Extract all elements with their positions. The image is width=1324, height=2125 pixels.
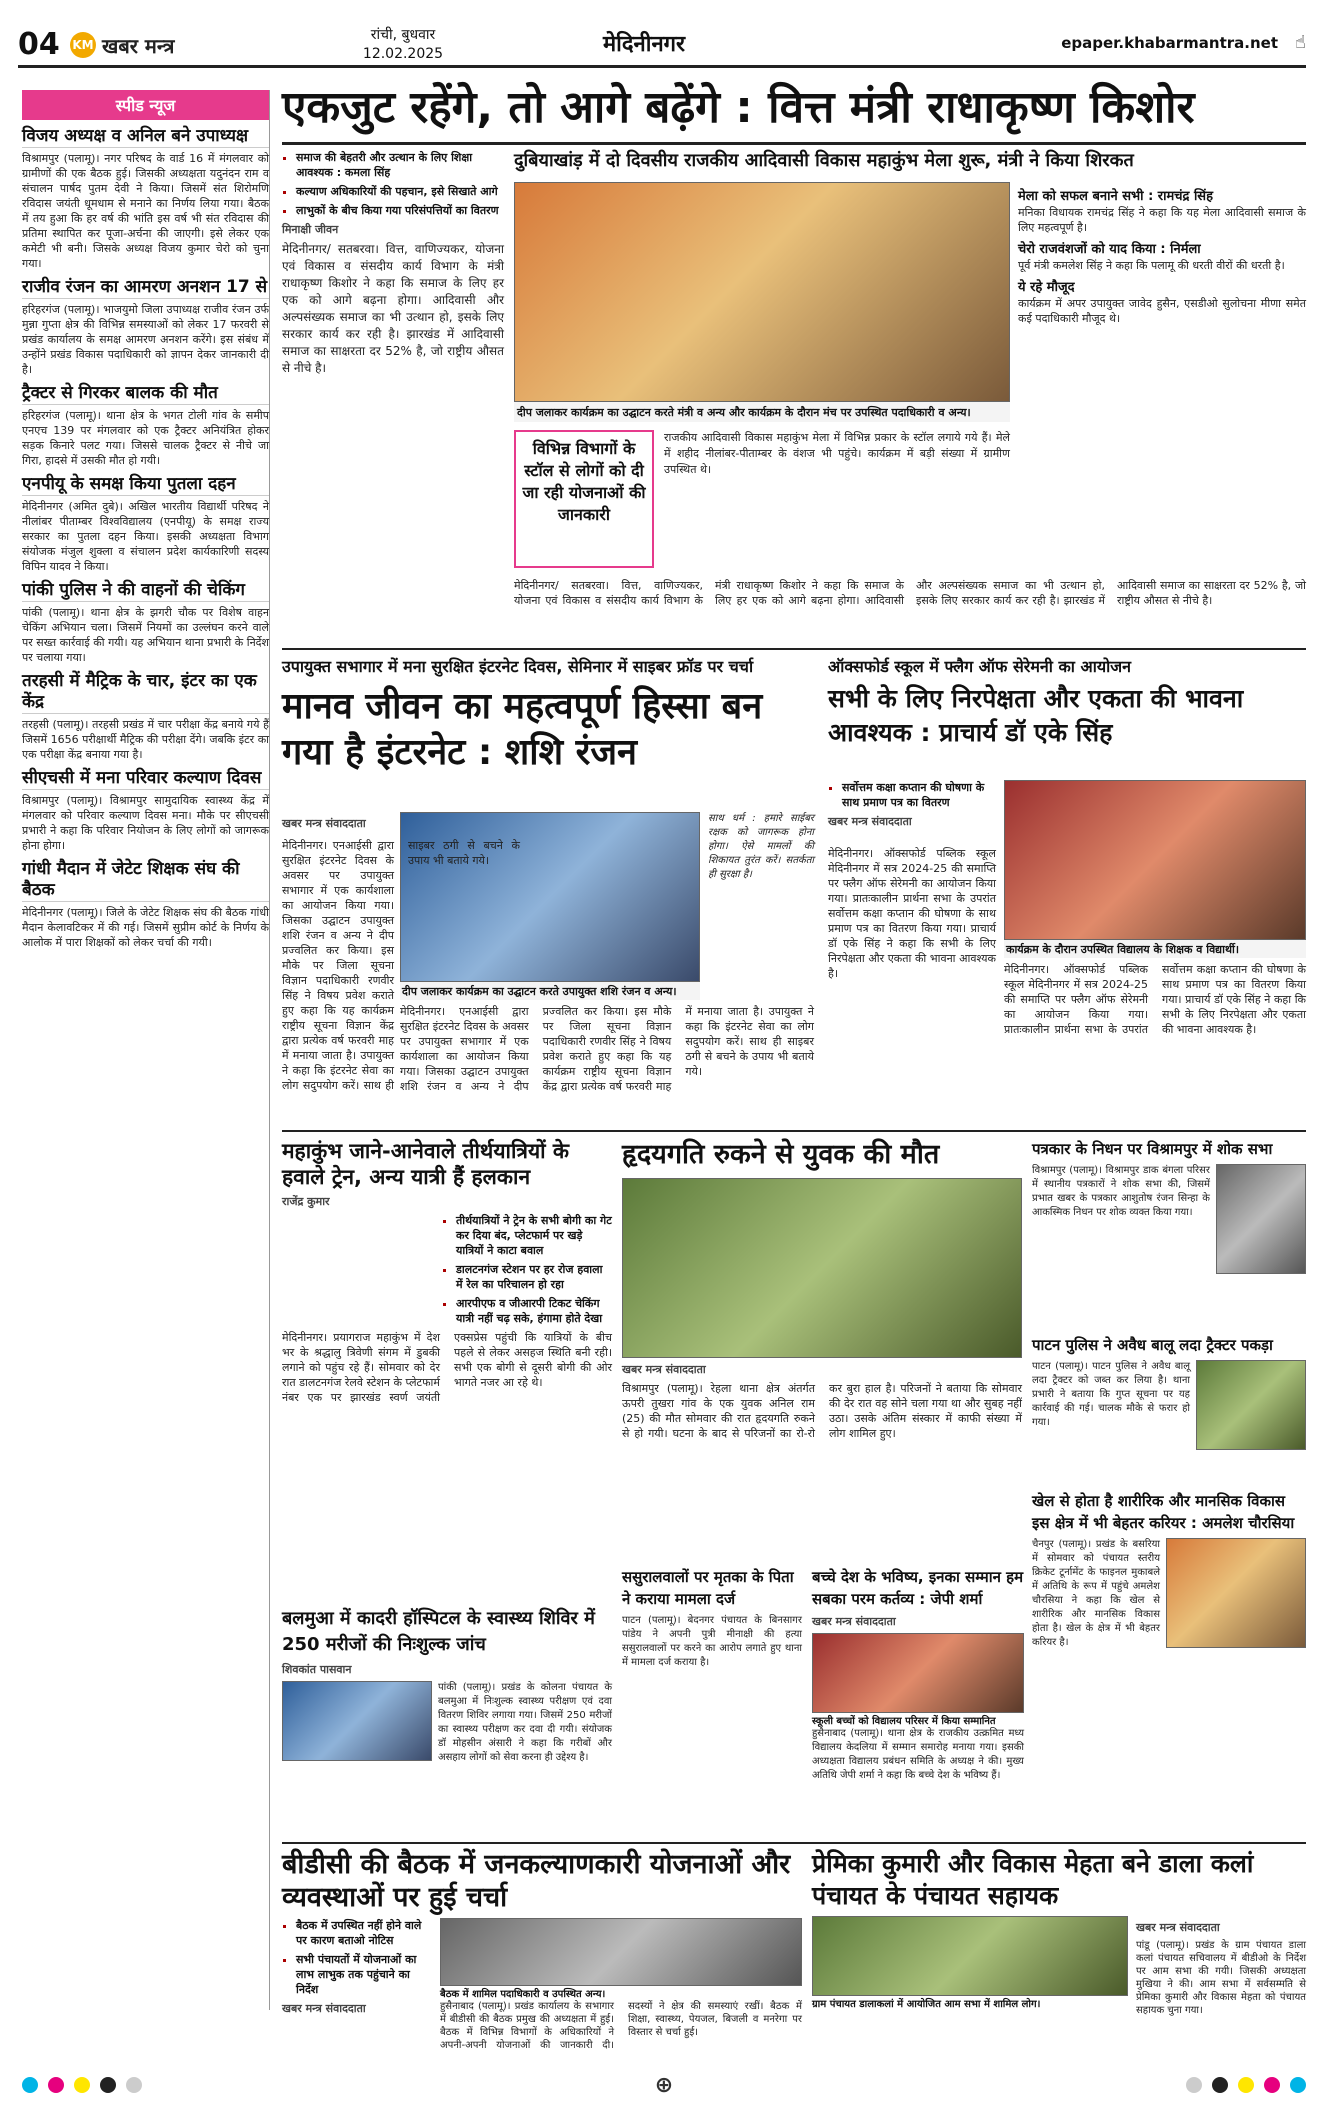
color-dots-left (22, 2077, 142, 2093)
section-city: मेदिनीनगर (603, 32, 686, 57)
section-rule-1 (282, 648, 1306, 650)
bullet-item: ▪ समाज की बेहतरी और उत्थान के लिए शिक्षा आवश्यक : कमला सिंह (296, 150, 504, 180)
color-dots-right (1186, 2077, 1306, 2093)
lead-photo (514, 182, 1010, 402)
mahakumbh-story (282, 1138, 612, 1598)
kids-body: हुसैनाबाद (पलामू)। थाना क्षेत्र के राजकीय उत्क्रमित मध्य विद्यालय केदलिया में सम्मान समारोह मनाया गया। इसकी अध्यक्षता विद्यालय प्रबंधन समिति के अध्यक्ष ने की। मुख्य अतिथि जेपी शर्मा ने कहा कि बच्चे देश के भविष्य हैं। (812, 1728, 1024, 1781)
crosshair-icon: ⊕ (654, 2072, 674, 2098)
side-note-body: पूर्व मंत्री कमलेश सिंह ने कहा कि पलामू की धरती वीरों की धरती है। (1018, 259, 1285, 272)
section-rule-3 (282, 1842, 1306, 1844)
health-byline: शिवकांत पासवान (282, 1663, 352, 1676)
lead-subhead: दुबियाखांड़ में दो दिवसीय राजकीय आदिवासी विकास महाकुंभ मेला शुरू, मंत्री ने किया शिरकत (514, 150, 1134, 171)
panchayat-headline: प्रेमिका कुमारी और विकास मेहता बने डाला कलां पंचायत के पंचायत सहायक (812, 1849, 1254, 1910)
dowry-story (622, 1566, 802, 1836)
death-story (1032, 1138, 1306, 1328)
dowry-body: पाटन (पलामू)। बेदनगर पंचायत के बिनसागर पांडेय ने अपनी पुत्री मीनाक्षी की हत्या ससुरालवालों पर करने का आरोप लगाते हुए थाना में मामला दर्ज कराया है। (622, 1615, 802, 1668)
side-note-body: मनिका विधायक रामचंद्र सिंह ने कहा कि यह मेला आदिवासी समाज के लिए महत्वपूर्ण है। (1018, 206, 1306, 234)
kids-headline: बच्चे देश के भविष्य, इनका सम्मान हम सबका परम कर्तव्य : जेपी शर्मा (812, 1568, 1024, 1608)
masthead (18, 24, 1306, 68)
oxford-body-col1: मेदिनीनगर। ऑक्सफोर्ड पब्लिक स्कूल मेदिनीनगर में सत्र 2024-25 की समाप्ति पर फ्लैग ऑफ सेरेमनी का आयोजन किया गया। प्रातःकालीन प्रार्थना सभा के उपरांत सर्वोत्तम कक्षा कप्तान की घोषणा के साथ प्रमाण पत्र का वितरण किया गया। प्राचार्य डॉ एके सिंह ने कहा कि सभी के लिए निरपेक्षता और एकता की भावना आवश्यक है। (828, 847, 996, 980)
brief-headline: एनपीयू के समक्ष किया पुतला दहन (22, 474, 269, 496)
paper-name: खबर मन्त्र (102, 33, 175, 58)
panchayat-story: प्रेमिका कुमारी और विकास मेहता बने डाला कलां पंचायत के पंचायत सहायक ग्राम पंचायत डालाकलां में आयोजित आम सभा में शामिल लोग। खबर मन्त्र संवाददाता पांडू (पलामू)। प्रखंड के ग्राम पंचायत डाला कलां पंचायत सचिवालय में बीडीओ के निर्देश पर आम सभा की गयी। जिसकी अध्यक्षता मुखिया ने की। आम सभा में सर्वसम्मति से प्रेमिका कुमारी और विकास मेहता को पंचायत सहायक चुना गया। (812, 1849, 1306, 2016)
brief-headline: पांकी पुलिस ने की वाहनों की चेकिंग (22, 580, 269, 602)
side-note-body: कार्यक्रम में अपर उपायुक्त जावेद हुसैन, एसडीओ सुलोचना मीणा समेत कई पदाधिकारी मौजूद थे। (1018, 297, 1306, 325)
epaper-link[interactable]: epaper.khabarmantra.net (1061, 34, 1278, 52)
oxford-photo (1004, 780, 1306, 940)
bullet-item: ▪ डालटनगंज स्टेशन पर हर रोज हवाला में रेल का परिचालन हो रहा (456, 1262, 612, 1292)
heart-byline: खबर मन्त्र संवाददाता (622, 1363, 706, 1376)
sand-headline: पाटन पुलिस ने अवैध बालू लदा ट्रैक्टर पकड़ा (1032, 1336, 1273, 1354)
bdc-bullets (282, 1918, 432, 1997)
oxford-headline: सभी के लिए निरपेक्षता और एकता की भावना आवश्यक : प्राचार्य डॉ एके सिंह (828, 684, 1244, 747)
lead-callout-box: विभिन्न विभागों के स्टॉल से लोगों को दी जा रही योजनाओं की जानकारी (514, 430, 654, 568)
internet-headline: मानव जीवन का महत्वपूर्ण हिस्सा बन गया है इंटरनेट : शशि रंजन (282, 686, 763, 773)
brief-body: पांकी (पलामू)। थाना क्षेत्र के झगरी चौक पर विशेष वाहन चेकिंग अभियान चला। जिसमें नियमों का उल्लंघन करने वाले पर सख्त कार्रवाई की गयी। यह अभियान थाना प्रभारी के निर्देश पर चलाया गया। (22, 606, 269, 664)
speed-news-rubric: स्पीड न्यूज (22, 90, 269, 120)
oxford-kicker: ऑक्सफोर्ड स्कूल में फ्लैग ऑफ सेरेमनी का आयोजन (828, 657, 1132, 676)
bullet-item: ▪ लाभुकों के बीच किया गया परिसंपत्तियों का वितरण (296, 203, 504, 218)
panchayat-body: पांडू (पलामू)। प्रखंड के ग्राम पंचायत डाला कलां पंचायत सचिवालय में बीडीओ के निर्देश पर आम सभा की गयी। जिसकी अध्यक्षता मुखिया ने की। आम सभा में सर्वसम्मति से प्रेमिका कुमारी और विकास मेहता को पंचायत सहायक चुना गया। (1136, 1940, 1306, 2016)
health-body: पांकी (पलामू)। प्रखंड के कोलना पंचायत के बलमुआ में निःशुल्क स्वास्थ्य परीक्षण एवं दवा वितरण शिविर लगाया गया। जिसमें 250 मरीजों का स्वास्थ्य परीक्षण कर दवा दी गयी। संयोजक डॉ मोहसीन अंसारी ने कहा कि गरीबों और असहाय लोगों को सेवा करना ही उद्देश्य है। (438, 1682, 612, 1763)
section-rule-2 (282, 1130, 1306, 1132)
bdc-photo-caption: बैठक में शामिल पदाधिकारी व उपस्थित अन्य। (440, 1989, 606, 2000)
side-note-kicker: चेरो राजवंशजों को याद किया : निर्मला (1018, 242, 1201, 257)
brief-body: हरिहरगंज (पलामू)। थाना क्षेत्र के भगत टोली गांव के समीप एनएच 139 पर मंगलवार को एक ट्रैक्टर अनियंत्रित होकर सड़क किनारे पलट गया। जिससे चालक ट्रैक्टर से नीचे जा गिरा, हादसे में उसकी मौत हो गयी। (22, 409, 269, 467)
bullet-item: ▪ सभी पंचायतों में योजनाओं का लाभ लाभुक तक पहुंचाने का निर्देश (296, 1952, 432, 1997)
internet-kicker: उपायुक्त सभागार में मना सुरक्षित इंटरनेट दिवस, सेमिनार में साइबर फ्रॉड पर चर्चा (282, 657, 754, 676)
brief-headline: गांधी मैदान में जेटेट शिक्षक संघ की बैठक (22, 859, 269, 902)
lead-body: मेदिनीनगर/ सतबरवा। वित्त, वाणिज्यकर, योजना एवं विकास व संसदीय कार्य विभाग के मंत्री राधाकृष्ण किशोर ने कहा कि समाज के लिए हर एक को आगे बढ़ना होगा। आदिवासी और अल्पसंख्यक समाज का भी उत्थान हो, इसके लिए सरकार कार्य कर रही है। झारखंड में आदिवासी समाज का साक्षरता दर 52% है, जो राष्ट्रीय औसत से नीचे है। (282, 242, 504, 375)
panchayat-photo (812, 1916, 1128, 1996)
bdc-story: बीडीसी की बैठक में जनकल्याणकारी योजनाओं और व्यवस्थाओं पर हुई चर्चा ▪ बैठक में उपस्थित नहीं होने वाले पर कारण बताओ नोटिस ▪ सभी पंचायतों में योजनाओं का लाभ लाभुक तक पहुंचाने का निर्देश खबर मन्त्र संवाददाता बैठक में शामिल पदाधिकारी व उपस्थित अन्य। हुसैनाबाद (पलामू)। प्रखंड कार्यालय के सभागार में बीडीसी की बैठक प्रमुख की अध्यक्षता में हुई। बैठक में विभिन्न विभागों के अधिकारियों ने अपनी-अपनी योजनाओं की जानकारी दी। सदस्यों ने क्षेत्र की समस्याएं रखीं। बैठक में शिक्षा, स्वास्थ्य, पेयजल, बिजली व मनरेगा पर विस्तार से चर्चा हुई। (282, 1848, 802, 2060)
dowry-headline: ससुरालवालों पर मृतका के पिता ने कराया मामला दर्ज (622, 1568, 794, 1608)
kids-story (812, 1566, 1024, 1836)
internet-body: मेदिनीनगर। एनआईसी द्वारा सुरक्षित इंटरनेट दिवस के अवसर पर उपायुक्त सभागार में एक कार्यशाला का आयोजन किया गया। जिसका उद्घाटन उपायुक्त शशि रंजन व अन्य ने दीप प्रज्वलित कर किया। इस मौके पर जिला सूचना विज्ञान पदाधिकारी रणवीर सिंह ने विषय प्रवेश कराते हुए कहा कि यह कार्यक्रम राष्ट्रीय सूचना विज्ञान केंद्र द्वारा प्रत्येक वर्ष फरवरी माह में मनाया जाता है। उपायुक्त ने कहा कि इंटरनेट सेवा का लोग सदुपयोग करें। साथ ही साइबर ठगी से बचने के उपाय भी बताये गये। (400, 1005, 814, 1093)
mahakumbh-headline: महाकुंभ जाने-आनेवाले तीर्थयात्रियों के हवाले ट्रेन, अन्य यात्री हैं हलकान (282, 1139, 570, 1189)
lead-byline: मिनाक्षी जीवन (282, 223, 339, 236)
page-number: 04 (18, 27, 60, 62)
brief-headline: विजय अध्यक्ष व अनिल बने उपाध्यक्ष (22, 126, 269, 148)
paper-logo[interactable] (70, 30, 280, 60)
heart-headline: हृदयगति रुकने से युवक की मौत (622, 1139, 940, 1170)
side-note-kicker: ये रहे मौजूद (1018, 280, 1075, 295)
bullet-item: ▪ बैठक में उपस्थित नहीं होने वाले पर कारण बताओ नोटिस (296, 1918, 432, 1948)
brief-headline: सीएचसी में मना परिवार कल्याण दिवस (22, 768, 269, 790)
lead-photo-caption: दीप जलाकर कार्यक्रम का उद्घाटन करते मंत्री व अन्य और कार्यक्रम के दौरान मंच पर उपस्थित पदाधिकारी व अन्य। (514, 402, 1010, 422)
internet-body-col1: मेदिनीनगर। एनआईसी द्वारा सुरक्षित इंटरनेट दिवस के अवसर पर उपायुक्त सभागार में एक कार्यशाला का आयोजन किया गया। जिसका उद्घाटन उपायुक्त शशि रंजन व अन्य ने दीप प्रज्वलित कर किया। इस मौके पर जिला सूचना विज्ञान पदाधिकारी रणवीर सिंह ने विषय प्रवेश कराते हुए कहा कि यह कार्यक्रम राष्ट्रीय सूचना विज्ञान केंद्र द्वारा प्रत्येक वर्ष फरवरी माह में मनाया जाता है। उपायुक्त ने कहा कि इंटरनेट सेवा का लोग सदुपयोग करें। साथ ही (282, 839, 394, 1092)
sports-story (1032, 1490, 1306, 1780)
dateline: रांची, बुधवार 12.02.2025 (362, 27, 444, 62)
internet-photo-caption: दीप जलाकर कार्यक्रम का उद्घाटन करते उपायुक्त शशि रंजन व अन्य। (400, 982, 700, 1000)
kids-byline: खबर मन्त्र संवाददाता (812, 1615, 896, 1628)
health-photo (282, 1681, 432, 1761)
internet-byline: खबर मन्त्र संवाददाता (282, 817, 366, 830)
internet-quote: साथ धर्म : हमारे साईबर रक्षक को जागरूक होना होगा। ऐसे मामलों की शिकायत तुरंत करें। सतर्कता ही सुरक्षा है। (708, 813, 814, 880)
heart-story (622, 1138, 1022, 1558)
magenta-dot (48, 2077, 64, 2093)
sports-photo (1166, 1538, 1306, 1648)
sports-body: चैनपुर (पलामू)। प्रखंड के बसरिया में सोमवार को पंचायत स्तरीय क्रिकेट टूर्नामेंट के फाइनल मुकाबले में अतिथि के रूप में पहुंचे अमलेश चौरसिया ने कहा कि खेल से शारीरिक और मानसिक विकास होता है। खेल के क्षेत्र में भी बेहतर करियर है। (1032, 1539, 1160, 1648)
registration-marks (22, 2070, 1306, 2100)
mahakumbh-body: मेदिनीनगर। प्रयागराज महाकुंभ में देश भर के श्रद्धालु त्रिवेणी संगम में डुबकी लगाने को पहुंच रहे हैं। सोमवार को देर रात डालटनगंज रेलवे स्टेशन के प्लेटफार्म नंबर एक पर झारखंड स्वर्ण जयंती एक्सप्रेस पहुंची कि यात्रियों के बीच पहले से लेकर असहज स्थिति बनी रही। सभी एक बोगी से दूसरी बोगी की ओर भागते नजर आ रहे थे। (282, 1331, 612, 1404)
logo-icon: KM (70, 32, 96, 58)
oxford-photo-caption: कार्यक्रम के दौरान उपस्थित विद्यालय के शिक्षक व विद्यार्थी। (1004, 940, 1306, 958)
death-headline: पत्रकार के निधन पर विश्रामपुर में शोक सभा (1032, 1140, 1273, 1158)
bullet-item: ▪ तीर्थयात्रियों ने ट्रेन के सभी बोगी का गेट कर दिया बंद, प्लेटफार्म पर खड़े यात्रियों ने काटा बवाल (456, 1213, 612, 1258)
heart-photo (622, 1178, 1022, 1358)
sand-body: पाटन (पलामू)। पाटन पुलिस ने अवैध बालू लदा ट्रैक्टर को जब्त कर लिया है। थाना प्रभारी ने बताया कि गुप्त सूचना पर यह कार्रवाई की गई। चालक मौके से फरार हो गया। (1032, 1361, 1190, 1428)
lead-side-notes (1018, 182, 1306, 572)
health-story (282, 1606, 612, 1836)
lead-bullets (282, 150, 504, 218)
kids-photo (812, 1633, 1024, 1713)
oxford-story (828, 656, 1306, 766)
bdc-headline: बीडीसी की बैठक में जनकल्याणकारी योजनाओं और व्यवस्थाओं पर हुई चर्चा (282, 1849, 791, 1913)
grey-dot (126, 2077, 142, 2093)
tractor-photo (1196, 1360, 1306, 1450)
cursor-click-icon: ☝ (1295, 32, 1306, 53)
brief-body: हरिहरगंज (पलामू)। भाजयुमो जिला उपाध्यक्ष राजीव रंजन उर्फ मुन्ना गुप्ता क्षेत्र की विभिन्न समस्याओं को लेकर 17 फरवरी से प्रखंड कार्यालय के समक्ष आमरण अनशन करेंगे। इस संबंध में उन्होंने प्रखंड विकास पदाधिकारी को ज्ञापन देकर जानकारी दी है। (22, 303, 269, 376)
lead-headline: एकजुट रहेंगे, तो आगे बढ़ेंगे : वित्त मंत्री राधाकृष्ण किशोर (282, 82, 1195, 133)
yellow-dot (74, 2077, 90, 2093)
brief-body: विश्रामपुर (पलामू)। विश्रामपुर सामुदायिक स्वास्थ्य केंद्र में मंगलवार को परिवार कल्याण दिवस मना। मौके पर सीएचसी प्रभारी ने कहा कि परिवार नियोजन के लिए लोगों को जागरूक होना होगा। (22, 794, 269, 852)
brief-body: मेदिनीनगर (अमित दुबे)। अखिल भारतीय विद्यार्थी परिषद ने नीलांबर पीताम्बर विश्वविद्यालय (एनपीयू) के समक्ष राज्य सरकार का पुतला दहन किया। इसकी अध्यक्षता विभाग संयोजक मंजुल शुक्ला व संचालन प्रदेश कार्यकारिणी सदस्य विपिन यादव ने किया। (22, 500, 269, 573)
speed-news-column (22, 90, 270, 2010)
brief-headline: ट्रैक्टर से गिरकर बालक की मौत (22, 383, 269, 405)
side-note-kicker: मेला को सफल बनाने सभी : रामचंद्र सिंह (1018, 189, 1213, 204)
sand-story (1032, 1334, 1306, 1484)
lead-body-continued: मेदिनीनगर/ सतबरवा। वित्त, वाणिज्यकर, योजना एवं विकास व संसदीय कार्य विभाग के मंत्री राधाकृष्ण किशोर ने कहा कि समाज के लिए हर एक को आगे बढ़ना होगा। आदिवासी और अल्पसंख्यक समाज का भी उत्थान हो, इसके लिए सरकार कार्य कर रही है। झारखंड में आदिवासी समाज का साक्षरता दर 52% है, जो राष्ट्रीय औसत से नीचे है। (514, 579, 1306, 607)
mahakumbh-bullets (442, 1213, 612, 1326)
brief-body: विश्रामपुर (पलामू)। नगर परिषद के वार्ड 16 में मंगलवार को ग्रामीणों की एक बैठक हुई। जिसकी अध्यक्षता यदुनंदन राम व संचालन पार्षद पुतम देवी ने किया। जिसमें संत शिरोमणि रविदास जयंती धूमधाम से मनाने का निर्णय लिया गया। बैठक में तय हुआ कि हर वर्ष की भांति इस वर्ष भी संत रविदास की प्रतिमा स्थापित कर पूजा-अर्चना की जाएगी। इसे लेकर एक कमेटी भी बनी। जिसके अध्यक्ष विजय कुमार चेरो को चुना गया। (22, 152, 269, 270)
oxford-meta: ▪ सर्वोत्तम कक्षा कप्तान की घोषणा के साथ प्रमाण पत्र का वितरण खबर मन्त्र संवाददाता (828, 780, 996, 840)
journalist-photo (1216, 1164, 1306, 1274)
brief-body: मेदिनीनगर (पलामू)। जिले के जेटेट शिक्षक संघ की बैठक गांधी मैदान केलावटिकर में की गई। जिसमें सुप्रीम कोर्ट के निर्णय के आलोक में पारा शिक्षकों को लेकर चर्चा की गयी। (22, 906, 269, 949)
oxford-body: मेदिनीनगर। ऑक्सफोर्ड पब्लिक स्कूल मेदिनीनगर में सत्र 2024-25 की समाप्ति पर फ्लैग ऑफ सेरेमनी का आयोजन किया गया। प्रातःकालीन प्रार्थना सभा के उपरांत सर्वोत्तम कक्षा कप्तान की घोषणा के साथ प्रमाण पत्र का वितरण किया गया। प्राचार्य डॉ एके सिंह ने कहा कि सभी के लिए निरपेक्षता और एकता की भावना आवश्यक है। (1004, 963, 1306, 1036)
death-body: विश्रामपुर (पलामू)। विश्रामपुर डाक बंगला परिसर में स्थानीय पत्रकारों ने शोक सभा की, जिसमें प्रभात खबर के पत्रकार आशुतोष रंजन सिन्हा के आकस्मिक निधन पर शोक व्यक्त किया गया। (1032, 1165, 1210, 1218)
panchayat-photo-caption: ग्राम पंचायत डालाकलां में आयोजित आम सभा में शामिल लोग। (812, 1999, 1041, 2010)
bdc-body: हुसैनाबाद (पलामू)। प्रखंड कार्यालय के सभागार में बीडीसी की बैठक प्रमुख की अध्यक्षता में हुई। बैठक में विभिन्न विभागों के अधिकारियों ने अपनी-अपनी योजनाओं की जानकारी दी। सदस्यों ने क्षेत्र की समस्याएं रखीं। बैठक में शिक्षा, स्वास्थ्य, पेयजल, बिजली व मनरेगा पर विस्तार से चर्चा हुई। (440, 2001, 802, 2051)
mahakumbh-byline: राजेंद्र कुमार (282, 1195, 330, 1208)
brief-body: तरहसी (पलामू)। तरहसी प्रखंड में चार परीक्षा केंद्र बनाये गये हैं जिसमें 1656 परीक्षार्थी मैट्रिक की परीक्षा देंगे। जबकि इंटर का एक परीक्षा केंद्र बनाया गया है। (22, 718, 269, 761)
black-dot (100, 2077, 116, 2093)
lead-headline-box (282, 82, 1306, 138)
brief-headline: तरहसी में मैट्रिक के चार, इंटर का एक केंद्र (22, 671, 269, 714)
kids-photo-caption: स्कूली बच्चों को विद्यालय परिसर में किया सम्मानित (812, 1716, 996, 1727)
cyan-dot (22, 2077, 38, 2093)
lead-body-2: राजकीय आदिवासी विकास महाकुंभ मेला में विभिन्न प्रकार के स्टॉल लगाये गये हैं। मेले में शहीद नीलांबर-पीताम्बर के वंशज भी पहुंचे। कार्यक्रम में बड़ी संख्या में ग्रामीण उपस्थित थे। (664, 431, 1010, 476)
heart-body: विश्रामपुर (पलामू)। रेहला थाना क्षेत्र अंतर्गत ऊपरी तुखरा गांव के एक युवक अनिल राम (25) की मौत सोमवार की रात हृदयगति रुकने से हो गयी। घटना के बाद से परिजनों का रो-रो कर बुरा हाल है। परिजनों ने बताया कि सोमवार की देर रात वह सोने चला गया था और सुबह नहीं उठा। उसके अंतिम संस्कार में काफी संख्या में लोग शामिल हुए। (622, 1382, 1022, 1440)
brief-headline: राजीव रंजन का आमरण अनशन 17 से (22, 277, 268, 297)
lead-subhead-box (514, 150, 1306, 178)
health-headline: बलमुआ में कादरी हॉस्पिटल के स्वास्थ्य शिविर में 250 मरीजों की निःशुल्क जांच (282, 1608, 595, 1655)
bdc-photo (440, 1918, 802, 1986)
sports-headline: खेल से होता है शारीरिक और मानसिक विकास इस क्षेत्र में भी बेहतर करियर : अमलेश चौरसिया (1032, 1492, 1295, 1532)
bullet-item: ▪ कल्याण अधिकारियों की पहचान, इसे सिखाते आगे (296, 184, 504, 199)
bullet-item: ▪ आरपीएफ व जीआरपी टिकट चेकिंग यात्री नहीं चढ़ सके, हंगामा होते देखा (456, 1296, 612, 1326)
lead-rule (282, 142, 1306, 145)
